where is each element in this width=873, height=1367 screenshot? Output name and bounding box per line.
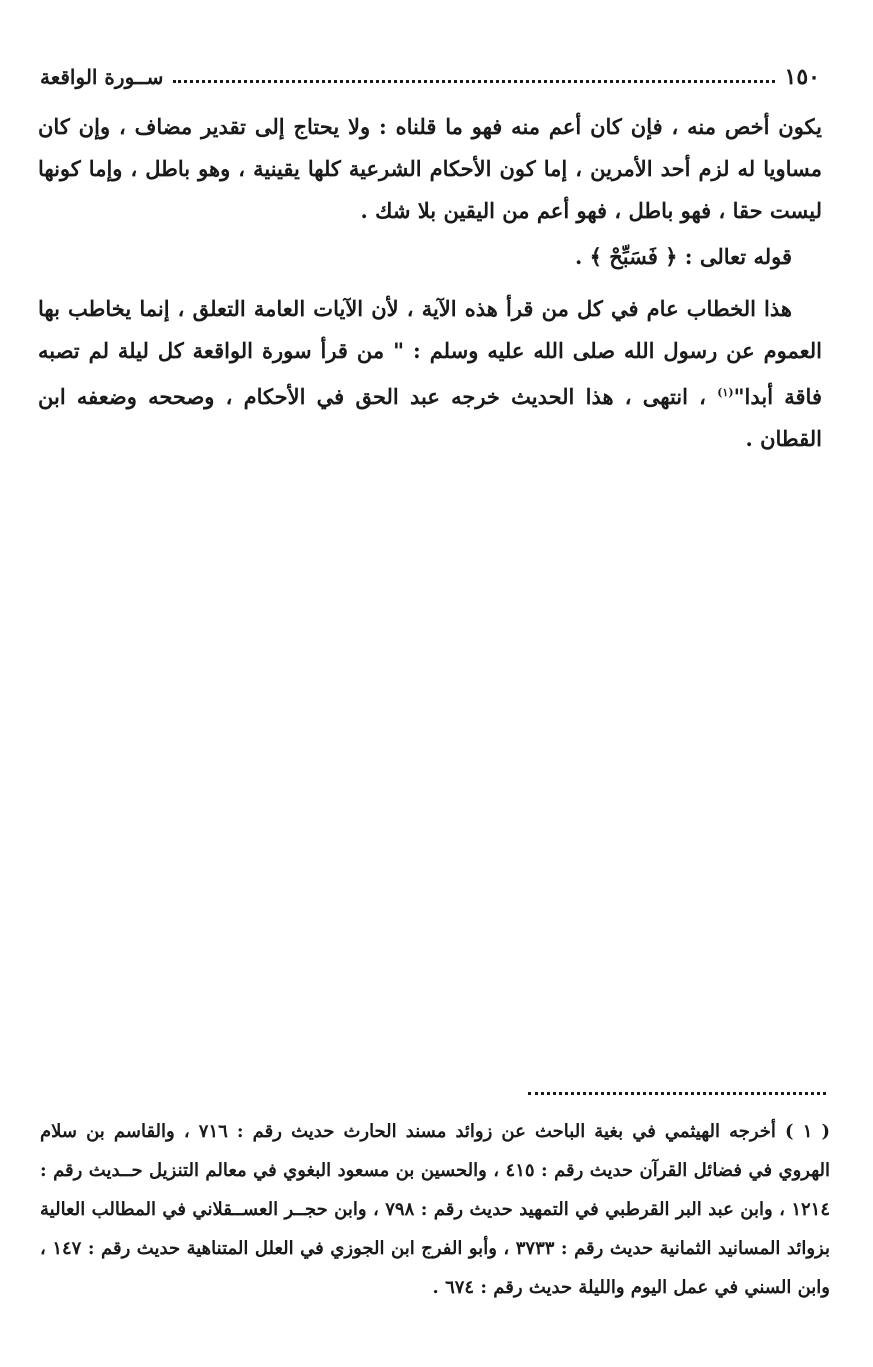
running-title: ســورة الواقعة — [40, 65, 164, 89]
page-header — [40, 60, 820, 94]
paragraph-2-text-a: هذا الخطاب عام في كل من قرأ هذه الآية ، لأن الآيات العامة التعلق ، إنما يخاطب بها العموم عن رسول الله صلى الله عليه وسلم : " من قرأ سورة الواقعة كل ليلة لم تصبه فاقة أبدا" — [38, 296, 822, 409]
paragraph-2-text-b: ، انتهى ، هذا الحديث خرجه عبد الحق في الأحكام ، وصححه وضعفه ابن القطان . — [38, 384, 822, 451]
footnotes — [40, 1112, 830, 1307]
footnote-1: ( ١ ) أخرجه الهيثمي في بغية الباحث عن زوائد مسند الحارث حديث رقم : ٧١٦ ، والقاسم بن سلام الهروي في فضائل القرآن حديث رقم : ٤١٥ ، والحسين بن مسعود البغوي في معالم التنزيل حــديث رقم : ١٢١٤ ، وابن عبد البر القرطبي في التمهيد حديث رقم : ٧٩٨ ، وابن حجــر العســقلاني في المطالب العالية بزوائد المسانيد الثمانية حديث رقم : ٣٧٣٣ ، وأبو الفرج ابن الجوزي في العلل المتناهية حديث رقم : ١٤٧ ، وابن السني في عمل اليوم والليلة حديث رقم : ٦٧٤ . — [40, 1121, 831, 1298]
paragraph-2 — [38, 288, 822, 460]
main-text — [38, 106, 822, 460]
header-dotted-rule — [173, 80, 774, 83]
page-number: ١٥٠ — [784, 64, 820, 90]
footnote-separator — [528, 1092, 826, 1095]
paragraph-1: يكون أخص منه ، فإن كان أعم منه فهو ما قلناه : ولا يحتاج إلى تقدير مضاف ، وإن كان مساويا له لزم أحد الأمرين ، إما كون الأحكام الشرعية كلها يقينية ، وهو باطل ، وإما كونها ليست حقا ، فهو باطل ، فهو أعم من اليقين بلا شك . — [38, 114, 822, 223]
footnote-reference: (١) — [717, 386, 734, 399]
quran-quote-line: قوله تعالى : ﴿ فَسَبِّحْ ﴾ . — [574, 244, 792, 269]
